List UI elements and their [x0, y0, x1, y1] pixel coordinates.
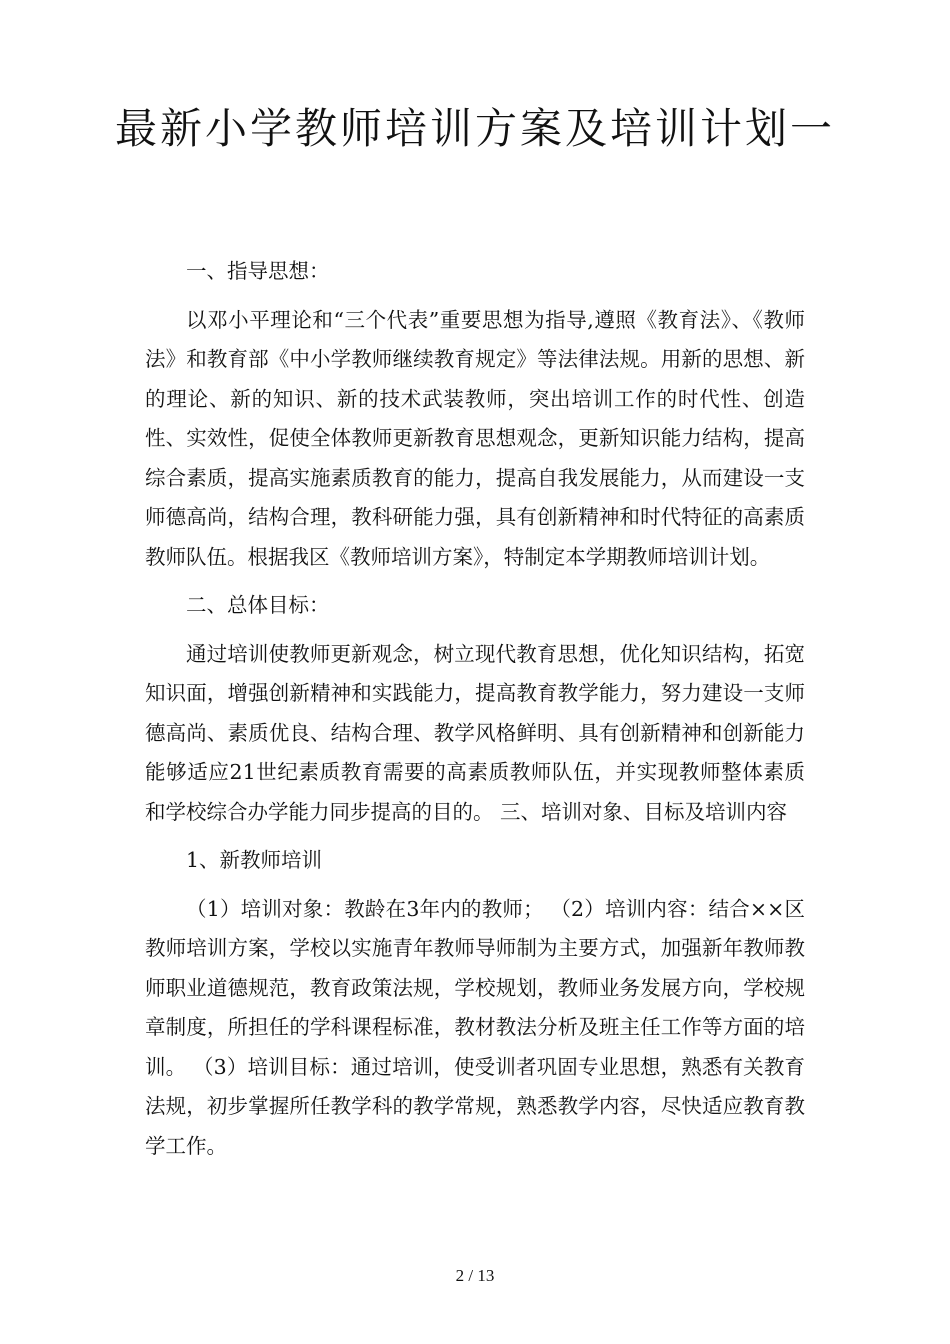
- paragraph-new-teacher-training: （1）培训对象：教龄在3年内的教师； （2）培训内容：结合××区教师培训方案，学校以实施青年教师导师制为主要方式，加强新年教师教师职业道德规范，教育政策法规，学校规划，教师业务发展方向，学校规章制度，所担任的学科课程标准，教材教法分析及班主任工作等方面的培训。 （3）培训目标：通过培训，使受训者巩固专业思想，熟悉有关教育法规，初步掌握所任教学科的教学常规，熟悉教学内容，尽快适应教育教学工作。: [145, 896, 805, 1158]
- paragraph-guiding-ideology: 以邓小平理论和“三个代表”重要思想为指导,遵照《教育法》、《教师法》和教育部《中小学教师继续教育规定》等法律法规。用新的思想、新的理论、新的知识、新的技术武装教师，突出培训工作的时代性、创造性、实效性，促使全体教师更新教育思想观念，更新知识能力结构，提高综合素质，提高实施素质教育的能力，提高自我发展能力，从而建设一支师德高尚，结构合理，教科研能力强，具有创新精神和时代特征的高素质教师队伍。根据我区《教师培训方案》，特制定本学期教师培训计划。: [145, 307, 805, 569]
- subheading-new-teacher-training: 1、新教师培训: [186, 848, 323, 872]
- section-heading-overall-goal: 二、总体目标：: [186, 593, 330, 617]
- paragraph-overall-goal: 通过培训使教师更新观念，树立现代教育思想，优化知识结构，拓宽知识面，增强创新精神和实践能力，提高教育教学能力，努力建设一支师德高尚、素质优良、结构合理、教学风格鲜明、具有创新精神和创新能力能够适应21世纪素质教育需要的高素质教师队伍，并实现教师整体素质和学校综合办学能力同步提高的目的。 三、培训对象、目标及培训内容: [145, 641, 805, 824]
- page-number: 2 / 13: [455, 1266, 495, 1285]
- document-body: [145, 252, 805, 1175]
- section-heading-guiding-ideology: 一、指导思想：: [186, 259, 330, 283]
- document-title: 最新小学教师培训方案及培训计划一: [114, 104, 835, 153]
